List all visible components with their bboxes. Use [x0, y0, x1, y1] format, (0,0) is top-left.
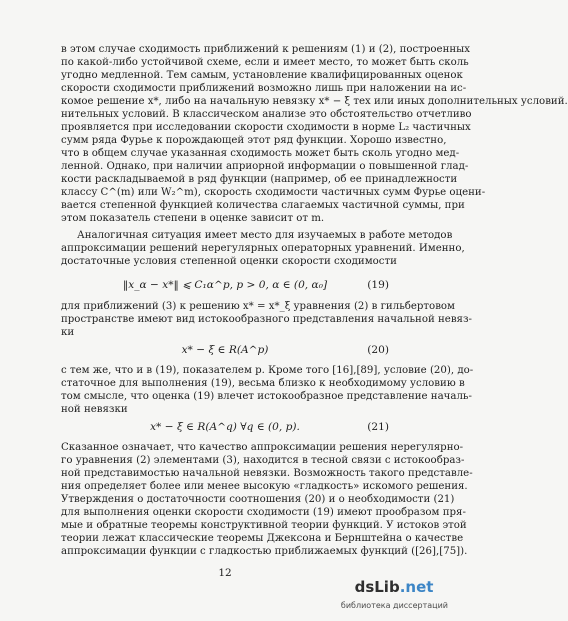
text-line: с тем же, что и в (19), показателем p. Кроме того [16],[89], условие (20), до- [61, 365, 474, 376]
text-line: вается степенной функцией количества слагаемых частичной суммы, при [61, 200, 465, 211]
text-line: ния определяет более или менее высокую «гладкость» искомого решения. [61, 481, 468, 492]
text-line: этом показатель степени в оценке зависит от m. [61, 213, 325, 224]
text-line: в этом случае сходимость приближений к решениям (1) и (2), построенных [61, 44, 471, 55]
text-line: классу C^(m) или W₂^m), скорость сходимости частичных сумм Фурье оцени- [61, 187, 486, 198]
watermark-site-main: dsLib [354, 578, 400, 596]
text-line: теории лежат классические теоремы Джексона и Бернштейна о качестве [61, 533, 464, 544]
text-line: Утверждения о достаточности соотношения (20) и о необходимости (21) [61, 494, 455, 505]
formula-21 [61, 419, 389, 435]
text-line: аппроксимации функции с гладкостью приближаемых функций ([26],[75]). [61, 546, 468, 557]
formula-19 [61, 277, 389, 293]
text-line: статочное для выполнения (19), весьма близко к необходимому условию в [61, 378, 465, 389]
watermark-subtitle: библиотека диссертаций [340, 601, 448, 610]
text-line: комое решение x*, либо на начальную невязку x* − ξ тех или иных дополнительных условий. [61, 96, 568, 107]
text-line: ной невязки [61, 404, 128, 415]
text-line: скорости сходимости приближений возможно лишь при наложении на ис- [61, 83, 467, 94]
text-line: сумм ряда Фурье к порождающей этот ряд функции. Хорошо известно, [61, 135, 447, 146]
text-line: нительных условий. В классическом анализе это обстоятельство отчетливо [61, 109, 472, 120]
text-line: ной представимостью начальной невязки. Возможность такого представле- [61, 468, 473, 479]
text-line: ленной. Однако, при наличии априорной информации о повышенной глад- [61, 161, 469, 172]
equation-number: (20) [367, 344, 389, 356]
text-line: проявляется при исследовании скорости сходимости в норме L₂ частичных [61, 122, 471, 133]
text-line: кости раскладываемой в ряд функции (например, об ее принадлежности [61, 174, 458, 185]
formula-20 [61, 342, 389, 358]
text-line: по какой-либо устойчивой схеме, если и имеет место, то может быть сколь [61, 57, 469, 68]
text-line: том смысле, что оценка (19) влечет истокообразное представление началь- [61, 391, 472, 402]
text-line: пространстве имеют вид истокообразного представления начальной невяз- [61, 314, 472, 325]
text-line: мые и обратные теоремы конструктивной теории функций. У истоков этой [61, 520, 467, 531]
formula-expression: x* − ξ ∈ R(A^p) [181, 344, 269, 356]
text-line: для приближений (3) к решению x* = x*_ξ уравнения (2) в гильбертовом [61, 301, 455, 312]
text-line: достаточные условия степенной оценки скорости сходимости [61, 256, 397, 267]
text-line: угодно медленной. Тем самым, установление квалифицированных оценок [61, 70, 463, 81]
text-line: что в общем случае указанная сходимость может быть сколь угодно мед- [61, 148, 460, 159]
equation-number: (21) [367, 421, 389, 433]
text-line: для выполнения оценки скорости сходимости (19) имеют прообразом пря- [61, 507, 466, 518]
text-line: аппроксимации решений нерегулярных операторных уравнений. Именно, [61, 243, 465, 254]
equation-number: (19) [367, 279, 389, 291]
text-line: ки [61, 327, 75, 338]
formula-expression: x* − ξ ∈ R(A^q) ∀q ∈ (0, p). [150, 421, 300, 433]
page-number: 12 [218, 567, 232, 579]
formula-expression: ‖x_α − x*‖ ⩽ C₁α^p, p > 0, α ∈ (0, α₀] [122, 279, 328, 291]
watermark-site-tld: .net [399, 578, 434, 596]
text-line: Сказанное означает, что качество аппроксимации решения нерегулярно- [61, 442, 464, 453]
text-line: Аналогичная ситуация имеет место для изучаемых в работе методов [77, 230, 453, 241]
text-line: го уравнения (2) элементами (3), находится в тесной связи с истокообраз- [61, 455, 465, 466]
watermark-logo [340, 578, 448, 596]
